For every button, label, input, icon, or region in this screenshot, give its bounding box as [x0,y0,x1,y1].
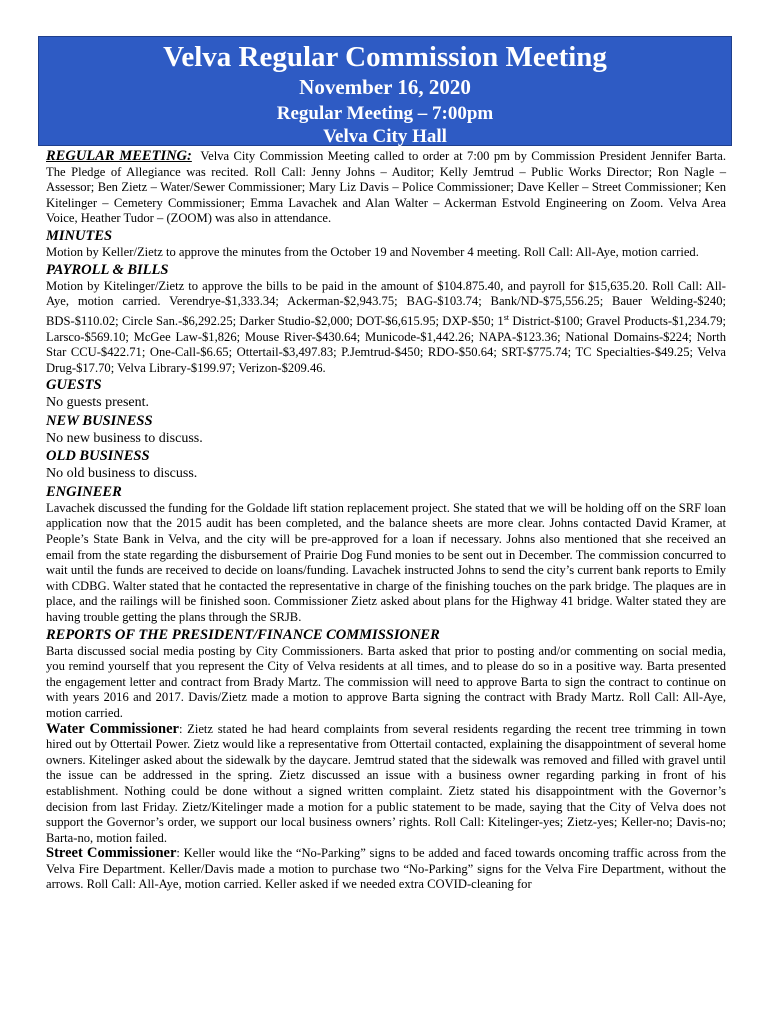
minutes-body [46,149,726,893]
street-heading: Street Commissioner [46,845,177,862]
meeting-time: Regular Meeting – 7:00pm [276,103,494,124]
water-text: : Zietz stated he had heard complaints from several residents regarding the recent tree trimming in town hired out by Ottertail Power. Zietz would like a representative from Ottertail contacted, explaining the disappointment of several home owners. Kitelinger asked about the sidewalk by the daycare. Jemtrud stated that the sidewalk was removed and filled with gravel until the issue can be addressed in the spring. Zietz discussed an issue with a business owner regarding parking in front of his establishment. Nothing could be done without a signed written complaint. Zietz stated his disappointment with the Governor’s decision from last Friday. Zietz/Kitelinger made a motion for a public statement to be made, saying that the City of Velva does not support the Governor’s order, we support our local business owners’ rights. Roll Call: Kitelinger-yes; Zietz-yes; Keller-no; Davis-no; Barta-no, motion failed. [46,721,726,845]
payroll-text-part1: Motion by Kitelinger/Zietz to approve the bills to be paid in the amount of $104.875.40, and payroll for $15,635.20. Roll Call: All-Aye, motion carried. Verendrye-$1,333.34; Ackerman-$2,943.75; BAG-$103.74; Bank/ND-$75,556.25; Bauer Welding-$240; BDS-$110.02; Circle San.-$6,292.25; Darker Studio-$2,000; DOT-$6,615.95; DXP-$50; 1 [46,278,726,328]
engineer-heading: ENGINEER [46,483,122,500]
new-business-text: No new business to discuss. [46,430,203,446]
meeting-date: November 16, 2020 [299,75,471,99]
water-heading: Water Commissioner [46,720,179,737]
payroll-heading: PAYROLL & BILLS [46,261,169,278]
meeting-location: Velva City Hall [323,126,447,147]
payroll-text-part2: District-$100; Gravel Products-$1,234.79; Larsco-$569.10; McGee Law-$1,826; Mouse River-$430.64; Municode-$1,442.26; NAPA-$123.36; National Domains-$224; North Star CCU-$422.71; One-Call-$6.65; Ottertail-$3,497.83; P.Jemtrud-$450; RDO-$50.64; SRT-$775.74; TC Specialties-$49.25; Velva Drug-$17.70; Velva Library-$199.97; Verizon-$209.46. [46,313,726,375]
minutes-text: Motion by Keller/Zietz to approve the minutes from the October 19 and November 4 meeting. Roll Call: All-Aye, motion carried. [46,244,699,259]
regular-meeting-section [46,149,726,227]
guests-text: No guests present. [46,395,150,411]
reports-text: Barta discussed social media posting by City Commissioners. Barta asked that prior to posting and/or commenting on social media, you remind yourself that you represent the City of Velva residents at all times, and to please do so in a positive way. Barta presented the engagement letter and contract from Brady Martz. The commission will need to approve Barta to sign the contract to continue on with years 2016 and 2017. Davis/Zietz made a motion to approve Barta signing the contract with Brady Martz. Roll Call: All-Aye, motion carried. [46,643,726,720]
payroll-text [46,279,726,377]
old-business-text: No old business to discuss. [46,466,198,482]
regular-meeting-heading: REGULAR MEETING: [46,148,192,164]
old-business-heading: OLD BUSINESS [46,448,150,465]
engineer-text: Lavachek discussed the funding for the Goldade lift station replacement project. She stated that we will be holding off on the SRF loan application now that the 2015 audit has been completed, and the balance sheets are more clear. Johns contacted David Kramer, at People’s State Bank in Velva, and the city will be pre-approved for a loan if necessary. Johns also mentioned that she received an email from the state regarding the disbursement of Prairie Dog Fund monies to be sent out in December. The commission concurred to wait until the funds are received to decide on loans/funding. Lavachek instructed Johns to send the city’s current bank reports to Emily with CDBG. Walter stated that he contacted the representative in charge of the finishing touches on the park bridge. The plaques are in place, and the railings will be finished soon. Commissioner Zietz asked about plans for the Highway 41 bridge. Walter stated they are having trouble getting the plans through the SRJB. [46,500,727,624]
guests-heading: GUESTS [46,377,102,394]
new-business-heading: NEW BUSINESS [46,412,153,429]
minutes-heading: MINUTES [46,227,113,244]
reports-heading: REPORTS OF THE PRESIDENT/FINANCE COMMISSIONER [46,626,440,643]
street-section [46,846,726,893]
water-section [46,722,726,847]
regular-meeting-text: Velva City Commission Meeting called to order at 7:00 pm by Commission President Jennifer Barta. The Pledge of Allegiance was recited. Roll Call: Jenny Johns – Auditor; Kelly Jemtrud – Public Works Director; Ron Nagle – Assessor; Ben Zietz – Water/Sewer Commissioner; Mary Liz Davis – Police Commissioner; Dave Keller – Street Commissioner; Ken Kitelinger – Cemetery Commissioner; Emma Lavachek and Alan Walter – Ackerman Estvold Engineering on Zoom. Velva Area Voice, Heather Tudor – (ZOOM) was also in attendance. [46,149,726,226]
header-banner [38,36,732,146]
street-text: : Keller would like the “No-Parking” signs to be added and faced towards oncoming traffic across from the Velva Fire Department. Keller/Davis made a motion to purchase two “No-Parking” signs for the Velva Fire Department, without the arrows. Roll Call: All-Aye, motion carried. Keller asked if we needed extra COVID-cleaning for [46,846,726,892]
payroll-superscript: st [503,312,510,322]
document-title: Velva Regular Commission Meeting [163,41,607,73]
